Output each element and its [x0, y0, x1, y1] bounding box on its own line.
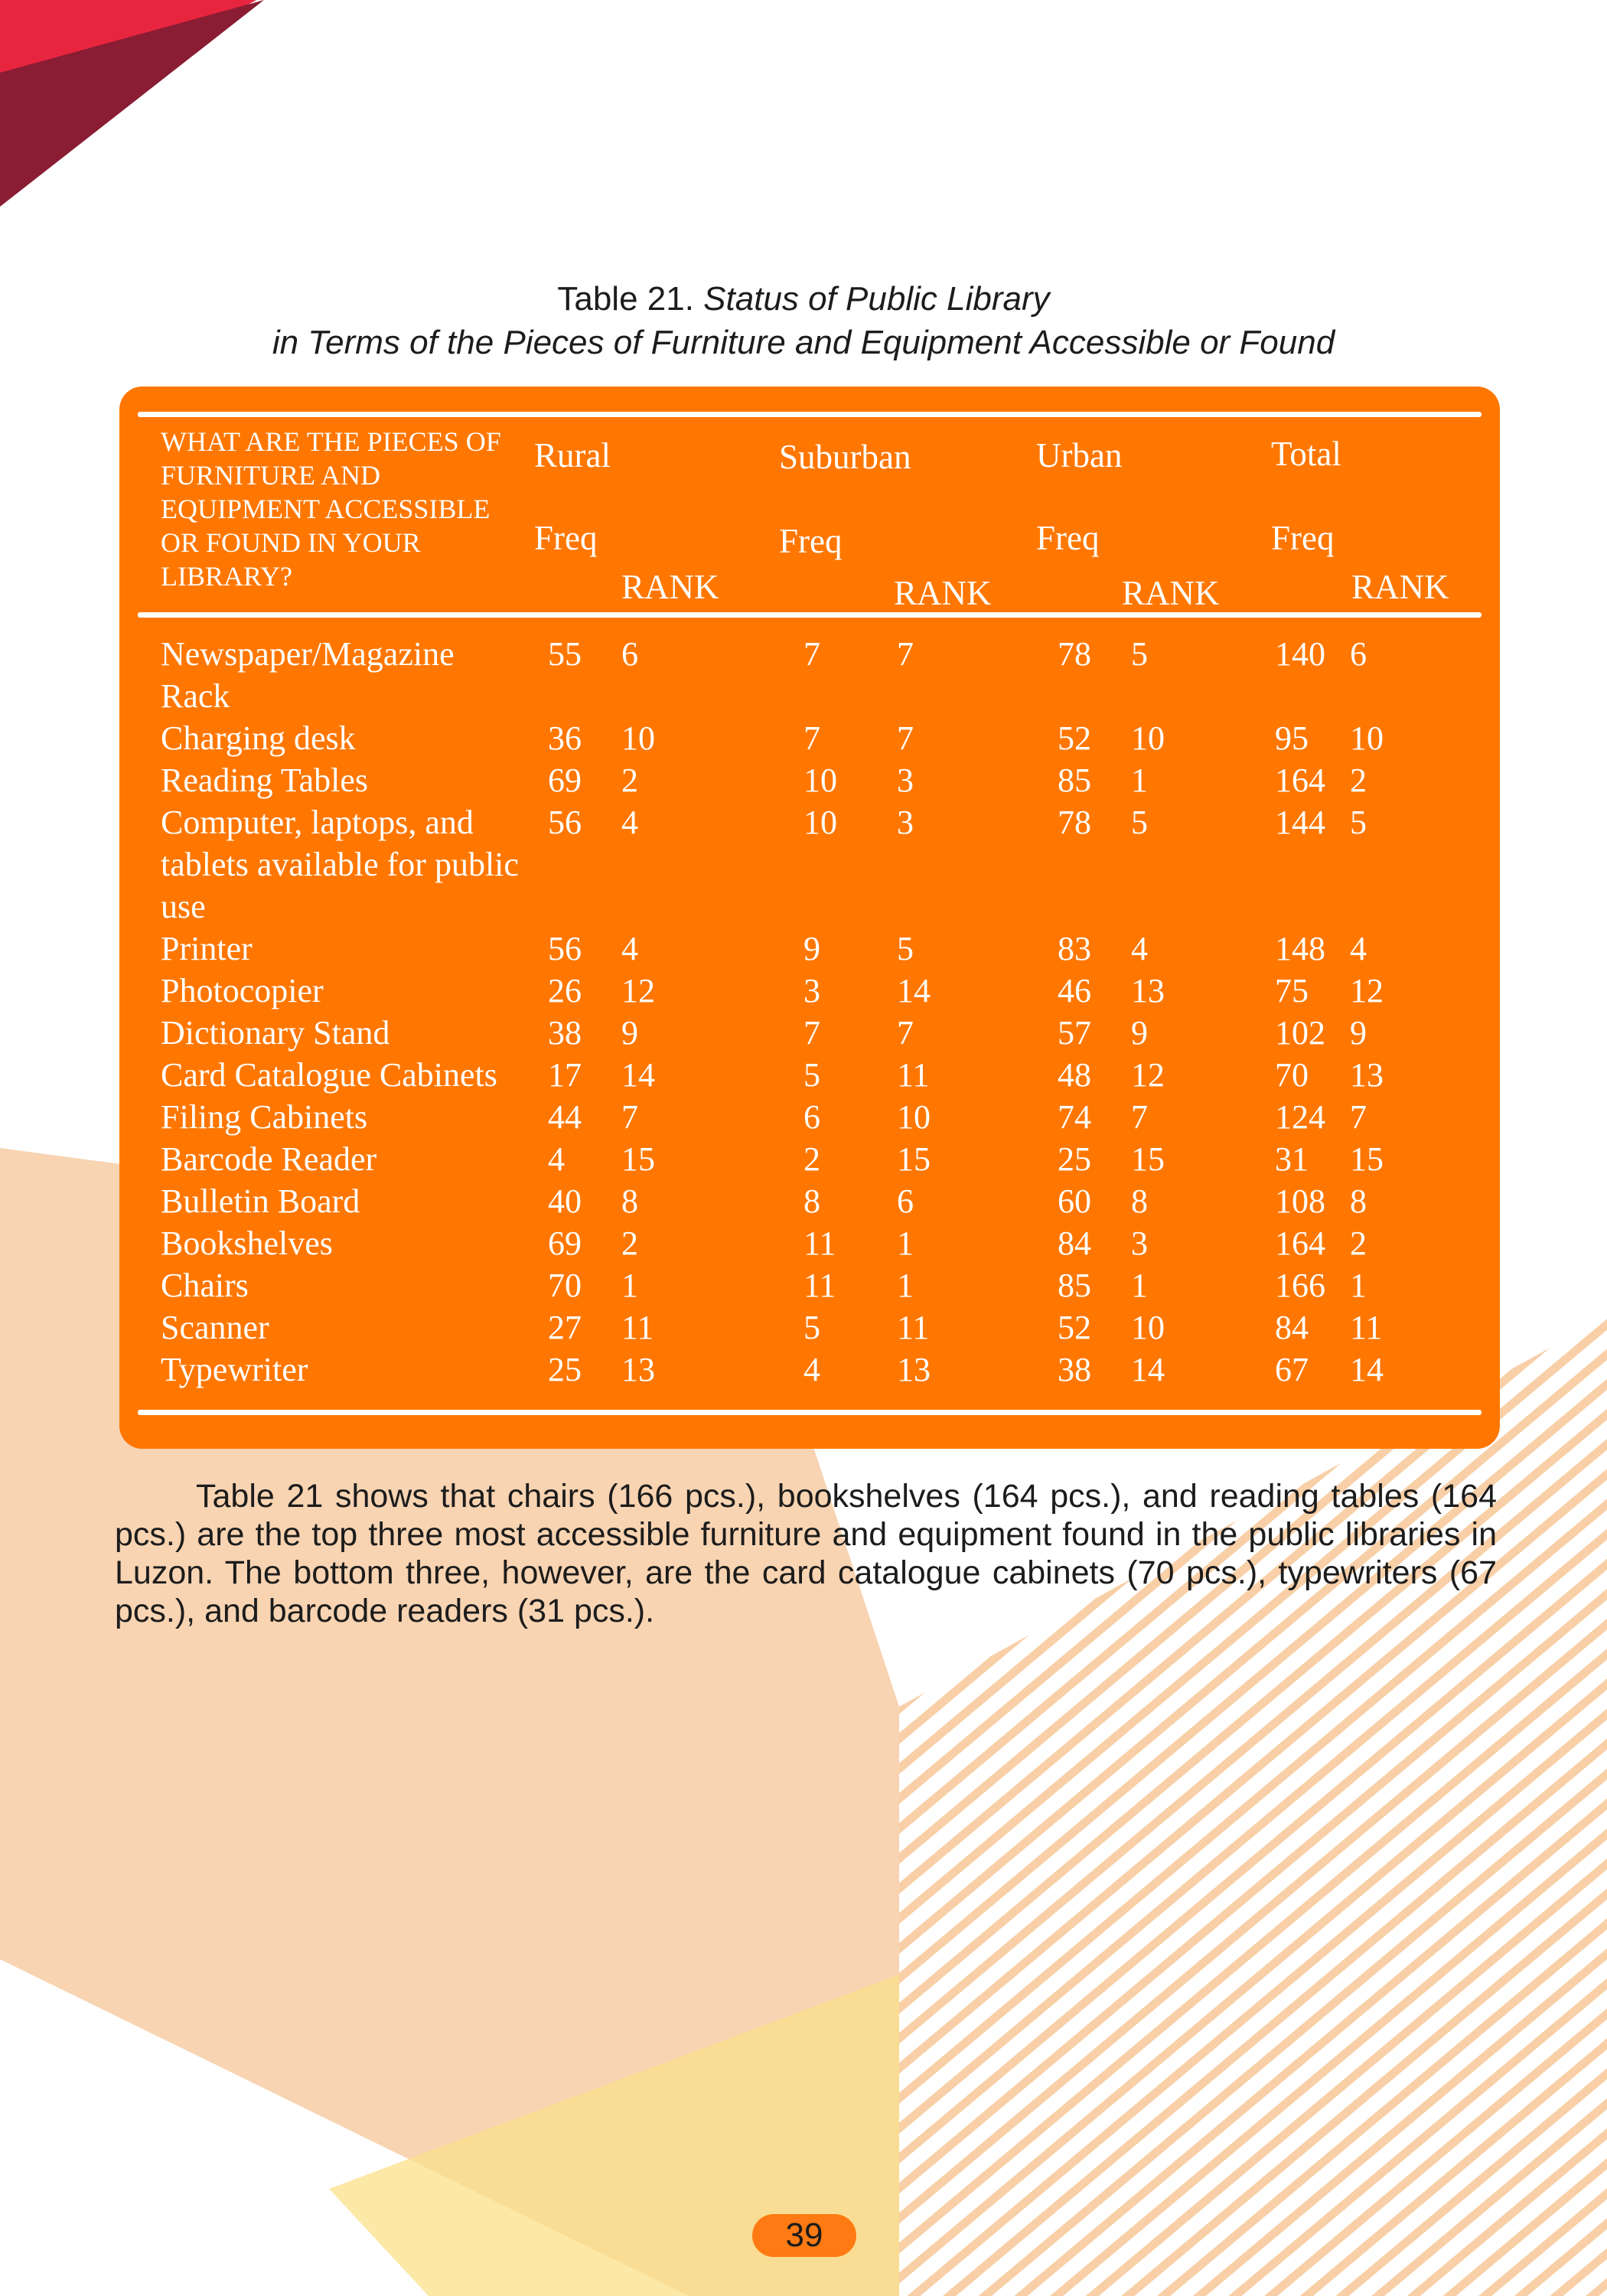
total-freq: 102 — [1275, 1014, 1325, 1052]
suburban-freq: 10 — [804, 762, 837, 799]
urban-freq: 83 — [1058, 930, 1091, 967]
urban-rank: 5 — [1131, 804, 1148, 841]
rural-rank: 2 — [621, 1225, 638, 1262]
item-name: Barcode Reader — [161, 1140, 377, 1178]
item-name: Card Catalogue Cabinets — [161, 1056, 497, 1094]
urban-freq: 57 — [1058, 1014, 1091, 1052]
table-caption-line2: in Terms of the Pieces of Furniture and Equipment Accessible or Found — [272, 324, 1335, 361]
suburban-freq: 2 — [804, 1140, 820, 1178]
rural-freq: 38 — [548, 1014, 582, 1052]
item-name: Reading Tables — [161, 762, 369, 799]
total-freq: 166 — [1275, 1267, 1325, 1304]
suburban-rank: 5 — [897, 930, 914, 967]
rural-rank: 6 — [621, 635, 638, 673]
item-name: Printer — [161, 930, 253, 967]
suburban-rank: 3 — [897, 804, 914, 841]
rank-total: RANK — [1351, 568, 1449, 606]
rural-rank: 11 — [621, 1309, 654, 1346]
stripe-triangle — [899, 1316, 1607, 2296]
rural-rank: 4 — [621, 804, 638, 841]
item-name: Bookshelves — [161, 1225, 333, 1262]
total-rank: 11 — [1350, 1309, 1383, 1346]
suburban-freq: 4 — [804, 1351, 820, 1388]
group-total: Total — [1271, 435, 1341, 473]
urban-freq: 78 — [1058, 804, 1091, 841]
rural-rank: 12 — [621, 972, 655, 1009]
item-name: Chairs — [161, 1267, 249, 1304]
suburban-freq: 6 — [804, 1098, 820, 1136]
suburban-freq: 10 — [804, 804, 837, 841]
item-name: Typewriter — [161, 1351, 308, 1388]
suburban-rank: 3 — [897, 762, 914, 799]
suburban-rank: 1 — [897, 1225, 914, 1262]
item-name: Dictionary Stand — [161, 1014, 390, 1052]
rural-freq: 27 — [548, 1309, 582, 1346]
suburban-rank: 6 — [897, 1182, 914, 1220]
total-freq: 75 — [1275, 972, 1309, 1009]
item-name: Photocopier — [161, 972, 324, 1009]
rural-rank: 7 — [621, 1098, 638, 1136]
urban-freq: 25 — [1058, 1140, 1091, 1178]
item-name: Filing Cabinets — [161, 1098, 368, 1136]
total-rank: 14 — [1350, 1351, 1384, 1388]
urban-freq: 52 — [1058, 1309, 1091, 1346]
freq-rural: Freq — [534, 519, 598, 557]
rank-urban: RANK — [1122, 574, 1220, 612]
total-freq: 95 — [1275, 719, 1309, 757]
rural-freq: 44 — [548, 1098, 582, 1136]
urban-freq: 74 — [1058, 1098, 1091, 1136]
total-freq: 84 — [1275, 1309, 1309, 1346]
urban-rank: 4 — [1131, 930, 1148, 967]
item-name: Bulletin Board — [161, 1182, 360, 1220]
total-rank: 2 — [1350, 762, 1367, 799]
total-freq: 67 — [1275, 1351, 1309, 1388]
rural-rank: 8 — [621, 1182, 638, 1220]
rural-freq: 40 — [548, 1182, 582, 1220]
rural-rank: 14 — [621, 1056, 655, 1094]
urban-rank: 13 — [1131, 972, 1165, 1009]
suburban-freq: 5 — [804, 1309, 820, 1346]
question-header: WHAT ARE THE PIECES OF FURNITURE AND EQUIPMENT ACCESSIBLE OR FOUND IN YOUR LIBRARY? — [161, 426, 501, 592]
suburban-rank: 10 — [897, 1098, 931, 1136]
urban-freq: 60 — [1058, 1182, 1091, 1220]
rural-freq: 36 — [548, 719, 582, 757]
freq-urban: Freq — [1036, 519, 1100, 557]
total-rank: 6 — [1350, 635, 1367, 673]
suburban-freq: 3 — [804, 972, 820, 1009]
page-number: 39 — [752, 2214, 856, 2257]
total-freq: 124 — [1275, 1098, 1325, 1136]
total-rank: 7 — [1350, 1098, 1367, 1136]
total-freq: 31 — [1275, 1140, 1309, 1178]
urban-freq: 85 — [1058, 1267, 1091, 1304]
urban-rank: 9 — [1131, 1014, 1148, 1052]
rural-rank: 15 — [621, 1140, 655, 1178]
urban-rank: 15 — [1131, 1140, 1165, 1178]
rural-freq: 69 — [548, 762, 582, 799]
rural-rank: 1 — [621, 1267, 638, 1304]
total-rank: 5 — [1350, 804, 1367, 841]
suburban-rank: 11 — [897, 1309, 930, 1346]
rural-freq: 70 — [548, 1267, 582, 1304]
urban-freq: 46 — [1058, 972, 1091, 1009]
item-name: Computer, laptops, and tablets available for public use — [161, 804, 519, 925]
urban-freq: 78 — [1058, 635, 1091, 673]
suburban-rank: 13 — [897, 1351, 931, 1388]
total-rank: 10 — [1350, 719, 1384, 757]
total-freq: 70 — [1275, 1056, 1309, 1094]
urban-rank: 8 — [1131, 1182, 1148, 1220]
urban-rank: 12 — [1131, 1056, 1165, 1094]
suburban-freq: 11 — [804, 1225, 836, 1262]
group-rural: Rural — [534, 436, 611, 475]
urban-freq: 52 — [1058, 719, 1091, 757]
table-caption-line1 — [0, 280, 1607, 318]
suburban-freq: 7 — [804, 635, 820, 673]
suburban-freq: 11 — [804, 1267, 836, 1304]
total-freq: 164 — [1275, 762, 1325, 799]
group-urban: Urban — [1036, 436, 1123, 475]
bottom-rule — [138, 1410, 1482, 1415]
total-rank: 8 — [1350, 1182, 1367, 1220]
total-rank: 12 — [1350, 972, 1384, 1009]
suburban-freq: 9 — [804, 930, 820, 967]
total-rank: 2 — [1350, 1225, 1367, 1262]
suburban-rank: 7 — [897, 719, 914, 757]
total-freq: 148 — [1275, 930, 1325, 967]
rural-freq: 69 — [548, 1225, 582, 1262]
header-rule — [138, 612, 1482, 618]
urban-rank: 5 — [1131, 635, 1148, 673]
rural-freq: 4 — [548, 1140, 565, 1178]
table-label: Table 21. — [557, 280, 694, 318]
total-rank: 9 — [1350, 1014, 1367, 1052]
urban-freq: 38 — [1058, 1351, 1091, 1388]
group-suburban: Suburban — [779, 438, 911, 476]
total-freq: 144 — [1275, 804, 1325, 841]
suburban-freq: 7 — [804, 719, 820, 757]
urban-rank: 14 — [1131, 1351, 1165, 1388]
rural-rank: 9 — [621, 1014, 638, 1052]
suburban-rank: 7 — [897, 635, 914, 673]
body-paragraph: Table 21 shows that chairs (166 pcs.), bookshelves (164 pcs.), and reading tables (164 pcs.) are the top three most accessible furniture and equipment found in the public libraries in Luzon. The bottom three, however, are the card catalogue cabinets (70 pcs.), typewriters (67 pcs.), and barcode readers (31 pcs.). — [115, 1478, 1497, 1629]
suburban-rank: 1 — [897, 1267, 914, 1304]
suburban-freq: 5 — [804, 1056, 820, 1094]
total-freq: 164 — [1275, 1225, 1325, 1262]
table-title: Status of Public Library — [703, 280, 1050, 318]
urban-rank: 1 — [1131, 1267, 1148, 1304]
total-rank: 1 — [1350, 1267, 1367, 1304]
suburban-rank: 7 — [897, 1014, 914, 1052]
urban-rank: 7 — [1131, 1098, 1148, 1136]
urban-rank: 3 — [1131, 1225, 1148, 1262]
suburban-rank: 11 — [897, 1056, 930, 1094]
total-rank: 13 — [1350, 1056, 1384, 1094]
freq-total: Freq — [1271, 519, 1335, 557]
rural-freq: 55 — [548, 635, 582, 673]
total-rank: 15 — [1350, 1140, 1384, 1178]
urban-rank: 1 — [1131, 762, 1148, 799]
total-freq: 140 — [1275, 635, 1325, 673]
rural-freq: 56 — [548, 930, 582, 967]
rural-rank: 2 — [621, 762, 638, 799]
data-table — [119, 386, 1500, 1449]
urban-rank: 10 — [1131, 1309, 1165, 1346]
urban-freq: 48 — [1058, 1056, 1091, 1094]
urban-freq: 84 — [1058, 1225, 1091, 1262]
rural-freq: 56 — [548, 804, 582, 841]
item-name: Scanner — [161, 1309, 269, 1346]
total-rank: 4 — [1350, 930, 1367, 967]
rural-freq: 25 — [548, 1351, 582, 1388]
suburban-rank: 14 — [897, 972, 931, 1009]
rural-rank: 13 — [621, 1351, 655, 1388]
suburban-freq: 7 — [804, 1014, 820, 1052]
urban-rank: 10 — [1131, 719, 1165, 757]
top-rule — [138, 412, 1482, 417]
rural-freq: 17 — [548, 1056, 582, 1094]
rural-rank: 10 — [621, 719, 655, 757]
suburban-rank: 15 — [897, 1140, 931, 1178]
rank-rural: RANK — [621, 568, 719, 606]
item-name: Charging desk — [161, 719, 356, 757]
rural-freq: 26 — [548, 972, 582, 1009]
rural-rank: 4 — [621, 930, 638, 967]
urban-freq: 85 — [1058, 762, 1091, 799]
total-freq: 108 — [1275, 1182, 1325, 1220]
freq-suburban: Freq — [779, 522, 843, 560]
suburban-freq: 8 — [804, 1182, 820, 1220]
item-name: Newspaper/Magazine Rack — [161, 635, 455, 715]
rank-suburban: RANK — [894, 574, 992, 612]
